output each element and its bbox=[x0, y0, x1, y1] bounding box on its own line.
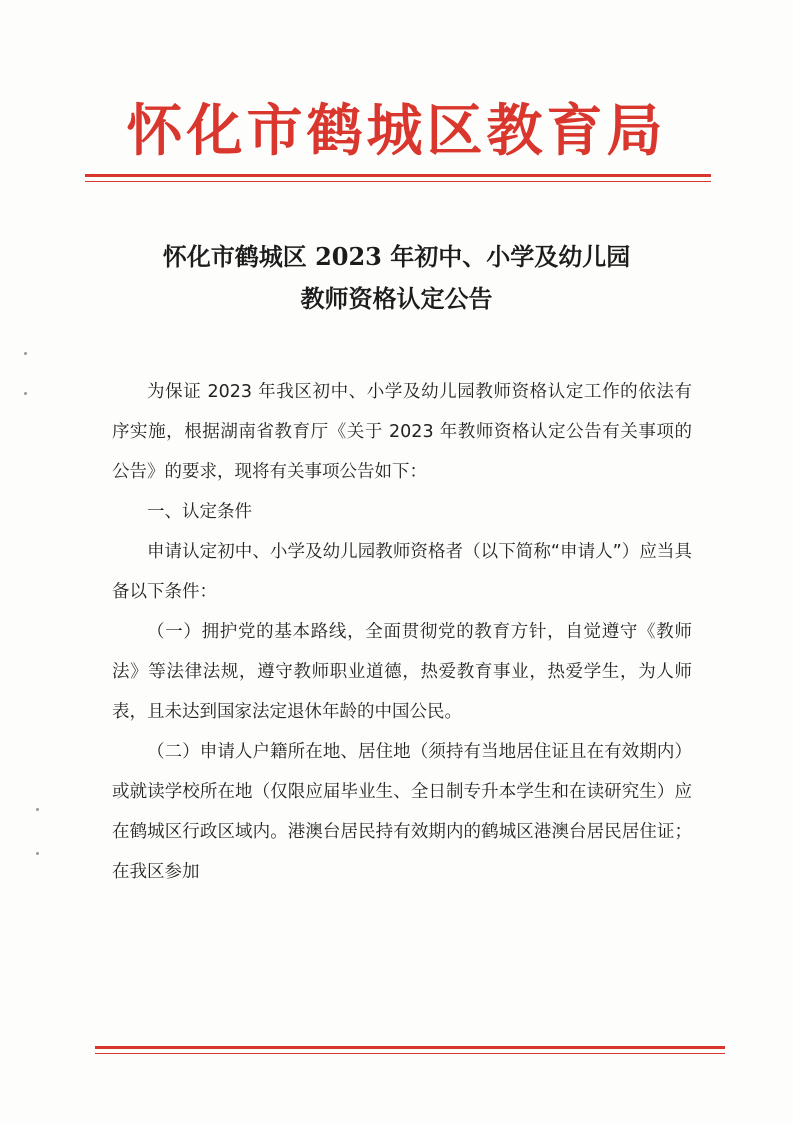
section-1-intro-paragraph: 申请认定初中、小学及幼儿园教师资格者（以下简称“申请人”）应当具备以下条件： bbox=[112, 542, 692, 602]
letterhead-title: 怀化市鹤城区教育局 bbox=[126, 98, 667, 164]
scan-speck bbox=[36, 808, 39, 811]
footer-rule-thick bbox=[95, 1046, 725, 1049]
intro-paragraph: 为保证 2023 年我区初中、小学及幼儿园教师资格认定工作的依法有序实施，根据湖南省教育厅《关于 2023 年教师资格认定公告有关事项的公告》的要求，现将有关事项公告如下： bbox=[112, 382, 692, 482]
condition-item-1: （一）拥护党的基本路线，全面贯彻党的教育方针，自觉遵守《教师法》等法律法规，遵守教师职业道德，热爱教育事业，热爱学生，为人师表，且未达到国家法定退休年龄的中国公民。 bbox=[112, 622, 692, 722]
scan-speck bbox=[24, 352, 27, 355]
condition-item-2: （二）申请人户籍所在地、居住地（须持有当地居住证且在有效期内）或就读学校所在地（仅限应届毕业生、全日制专升本学生和在读研究生）应在鹤城区行政区域内。港澳台居民持有效期内的鹤城区港澳台居民居住证；在我区参加 bbox=[112, 742, 692, 882]
document-title-line-1: 怀化市鹤城区 2023 年初中、小学及幼儿园 bbox=[162, 242, 631, 271]
letterhead-rule-thin bbox=[85, 181, 711, 182]
scan-speck bbox=[36, 852, 39, 855]
section-1-heading: 一、认定条件 bbox=[147, 502, 252, 522]
document-title-line-2: 教师资格认定公告 bbox=[300, 284, 493, 313]
document-body bbox=[112, 372, 692, 892]
footer-rule-thin bbox=[95, 1053, 725, 1054]
scan-speck bbox=[24, 392, 27, 395]
letterhead-rule-thick bbox=[85, 174, 711, 177]
